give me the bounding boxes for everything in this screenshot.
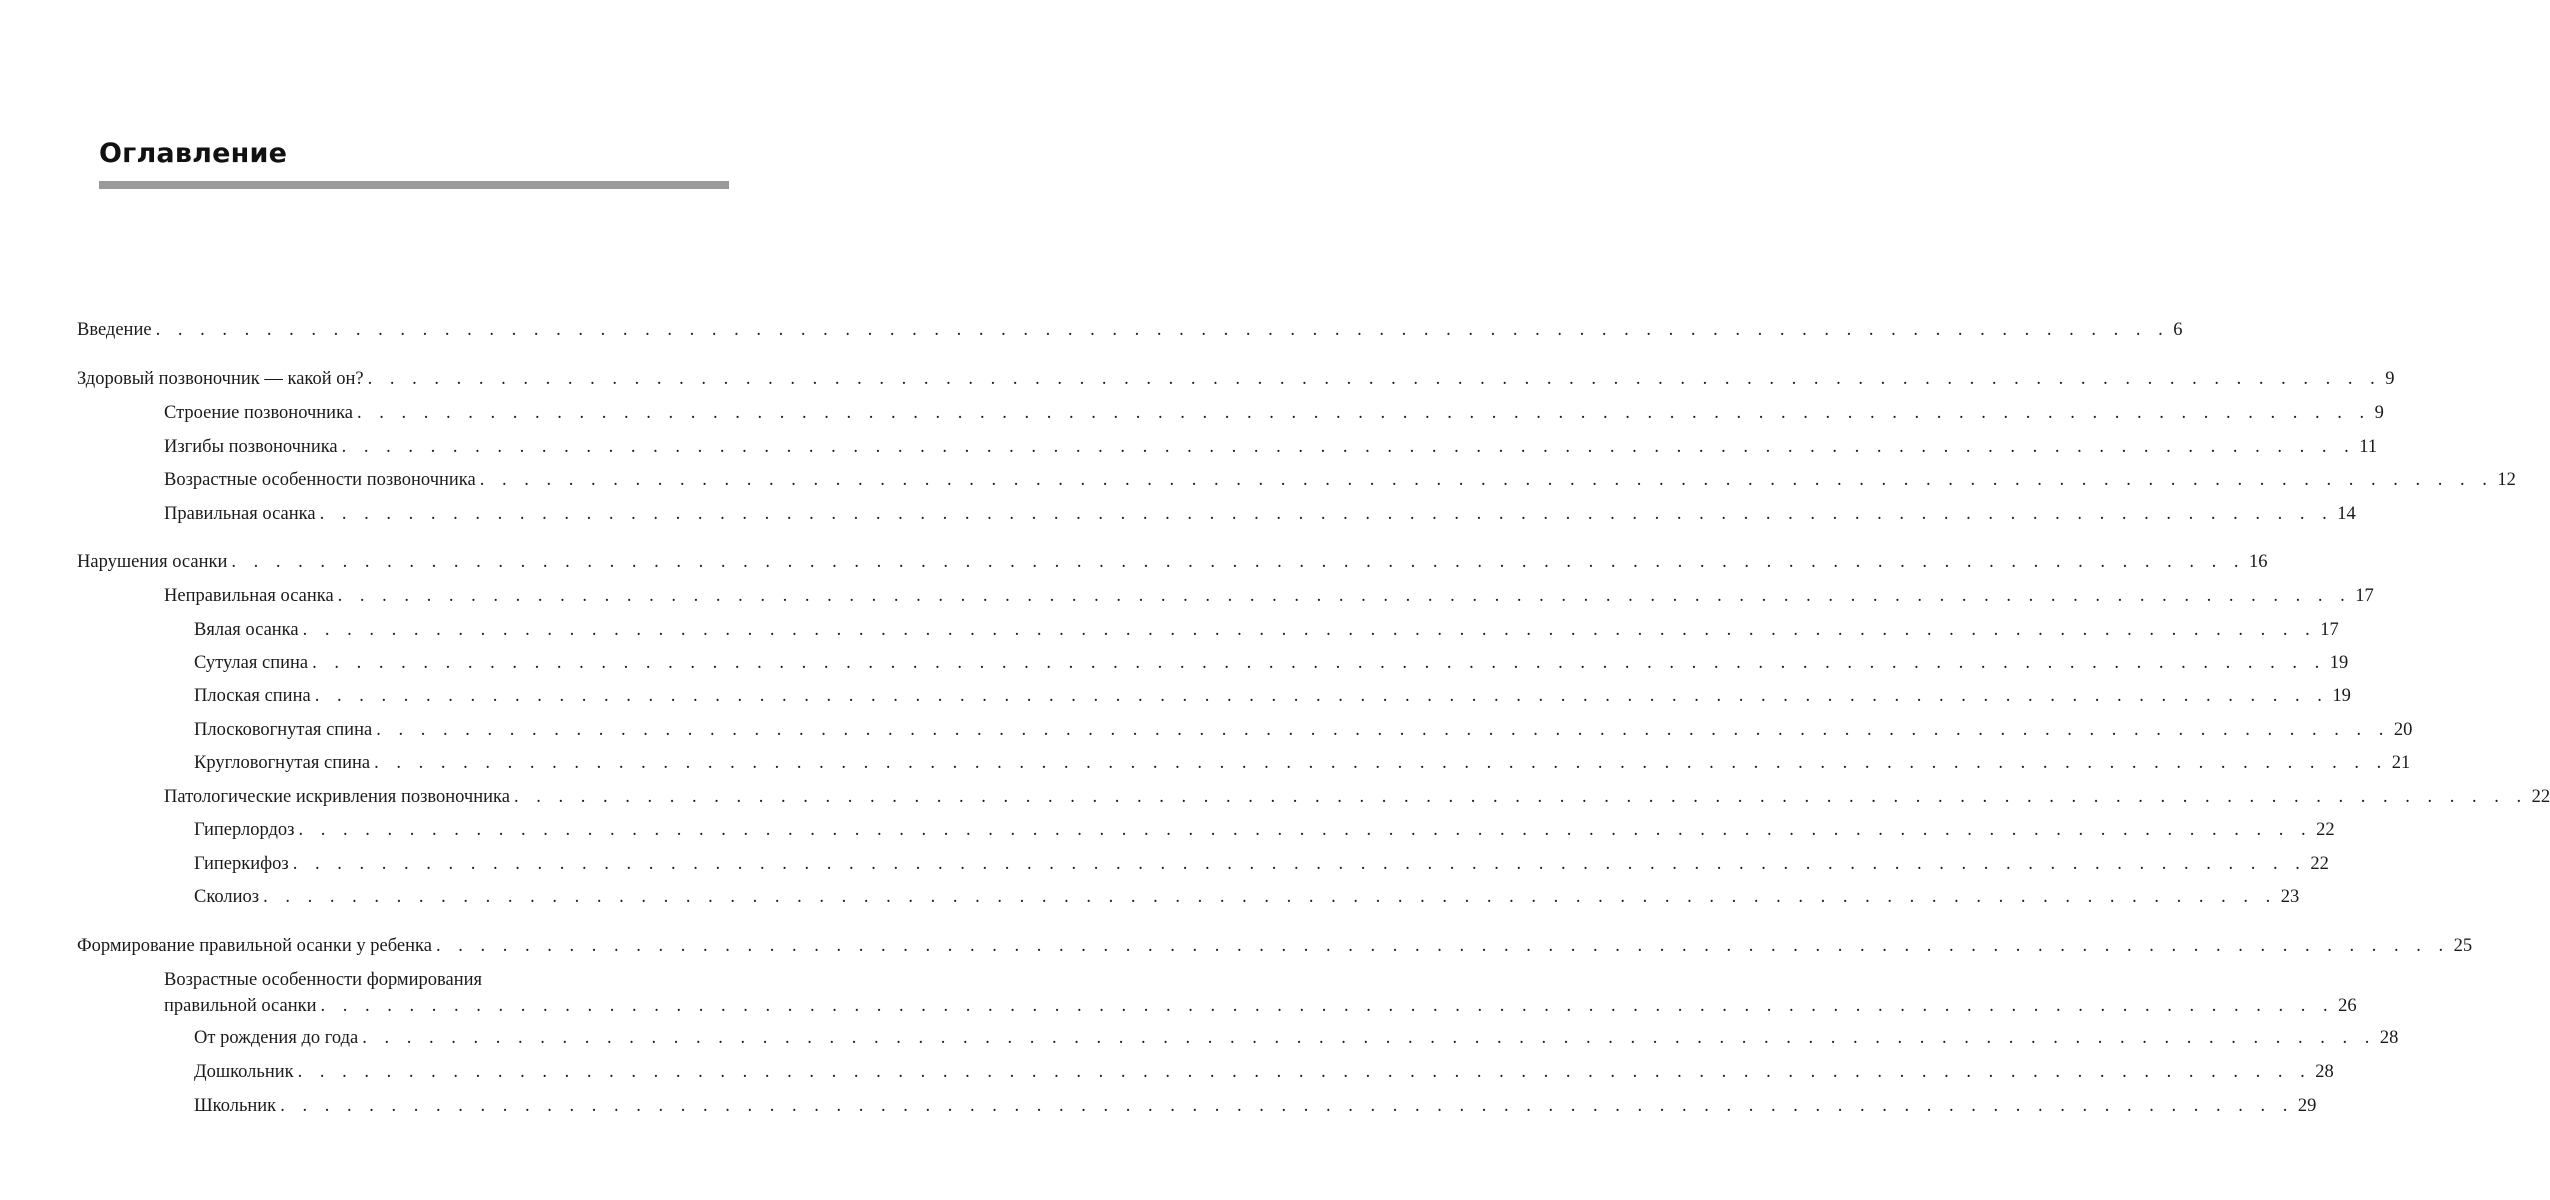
toc-entry-page: 20 — [2393, 720, 2413, 740]
toc-entry-label: Сутулая спина — [194, 653, 309, 673]
dot-leader: . . . . . . . . . . . . . . . . . . . . . . . . . . . . . . . . . . . . . . . . . . . . . . . . . . . . . . . . . . . . . . . . . . . . . . . . . . . . . . . . . . . . . . . . . . . — [155, 320, 2170, 340]
toc-entry-scoliosis[interactable] — [194, 885, 2300, 909]
toc-entry-label: Школьник — [194, 1096, 277, 1116]
toc-entry-page: 9 — [2385, 369, 2395, 389]
toc-entry-page: 6 — [2173, 320, 2183, 340]
dot-leader: . . . . . . . . . . . . . . . . . . . . . . . . . . . . . . . . . . . . . . . . . . . . . . . . . . . . . . . . . . . . . . . . . . . . . . . . . . . . . . . . . . . . . . . . . . . — [435, 936, 2450, 956]
toc-entry-label: Возрастные особенности позвоночника — [164, 470, 476, 490]
toc-entry-round-concave-back[interactable] — [194, 751, 2411, 775]
toc-entry-label: Здоровый позвоночник — какой он? — [77, 369, 364, 389]
toc-entry-posture-disorders[interactable] — [77, 550, 2268, 574]
toc-entry-page: 22 — [2316, 820, 2335, 840]
toc-entry-page: 26 — [2338, 996, 2357, 1016]
toc-entry-hyperlordosis[interactable] — [194, 818, 2335, 842]
title-divider — [99, 181, 729, 189]
toc-entry-page: 14 — [2337, 504, 2356, 524]
dot-leader: . . . . . . . . . . . . . . . . . . . . . . . . . . . . . . . . . . . . . . . . . . . . . . . . . . . . . . . . . . . . . . . . . . . . . . . . . . . . . . . . . . . . . . . . . . . — [513, 787, 2528, 807]
toc-entry-healthy-spine[interactable] — [77, 367, 2395, 391]
toc-entry-label: Правильная осанка — [164, 504, 316, 524]
dot-leader: . . . . . . . . . . . . . . . . . . . . . . . . . . . . . . . . . . . . . . . . . . . . . . . . . . . . . . . . . . . . . . . . . . . . . . . . . . . . . . . . . . . . . . . . . . . — [376, 720, 2390, 740]
toc-entry-label: Патологические искривления позвоночника — [164, 787, 510, 807]
toc-entry-birth-to-year[interactable] — [194, 1026, 2399, 1050]
toc-entry-spine-curves[interactable] — [164, 435, 2378, 459]
toc-entry-page: 11 — [2359, 437, 2378, 457]
toc-entry-label: Плоская спина — [194, 686, 311, 706]
toc-entry-label: Изгибы позвоночника — [164, 437, 338, 457]
toc-entry-label-line1: Возрастные особенности формирования — [164, 970, 483, 990]
toc-entry-forming-posture[interactable] — [77, 934, 2473, 958]
toc-entry-page: 21 — [2391, 753, 2411, 773]
toc-entry-page: 16 — [2249, 552, 2268, 572]
toc-entry-label: Дошкольник — [194, 1062, 294, 1082]
toc-entry-label: Сколиоз — [194, 887, 260, 907]
toc-entry-page: 19 — [2332, 686, 2351, 706]
toc-entry-label: От рождения до года — [194, 1028, 359, 1048]
toc-entry-page: 28 — [2315, 1062, 2334, 1082]
toc-entry-page: 12 — [2497, 470, 2516, 490]
toc-entry-label: Нарушения осанки — [77, 552, 228, 572]
toc-entry-label: Плосковогнутая спина — [194, 720, 373, 740]
toc-entry-correct-posture[interactable] — [164, 502, 2356, 526]
toc-entry-age-formation-features[interactable] — [164, 968, 2357, 1018]
toc-entry-stooped-back[interactable] — [194, 651, 2349, 675]
dot-leader: . . . . . . . . . . . . . . . . . . . . . . . . . . . . . . . . . . . . . . . . . . . . . . . . . . . . . . . . . . . . . . . . . . . . . . . . . . . . . . . . . . . . . . . . . . . — [320, 996, 2335, 1016]
dot-leader: . . . . . . . . . . . . . . . . . . . . . . . . . . . . . . . . . . . . . . . . . . . . . . . . . . . . . . . . . . . . . . . . . . . . . . . . . . . . . . . . . . . . . . . . . . . — [357, 403, 2371, 423]
toc-entry-label: Неправильная осанка — [164, 586, 334, 606]
toc-entry-page: 9 — [2374, 403, 2384, 423]
dot-leader: . . . . . . . . . . . . . . . . . . . . . . . . . . . . . . . . . . . . . . . . . . . . . . . . . . . . . . . . . . . . . . . . . . . . . . . . . . . . . . . . . . . . . . . . . . . — [298, 820, 2313, 840]
toc-entry-label: Введение — [77, 320, 152, 340]
toc-entry-label: Вялая осанка — [194, 620, 299, 640]
dot-leader: . . . . . . . . . . . . . . . . . . . . . . . . . . . . . . . . . . . . . . . . . . . . . . . . . . . . . . . . . . . . . . . . . . . . . . . . . . . . . . . . . . . . . . . . . . . — [297, 1062, 2312, 1082]
toc-entry-page: 22 — [2531, 787, 2550, 807]
dot-leader: . . . . . . . . . . . . . . . . . . . . . . . . . . . . . . . . . . . . . . . . . . . . . . . . . . . . . . . . . . . . . . . . . . . . . . . . . . . . . . . . . . . . . . . . . . . — [362, 1028, 2376, 1048]
dot-leader: . . . . . . . . . . . . . . . . . . . . . . . . . . . . . . . . . . . . . . . . . . . . . . . . . . . . . . . . . . . . . . . . . . . . . . . . . . . . . . . . . . . . . . . . . . . — [374, 753, 2388, 773]
dot-leader: . . . . . . . . . . . . . . . . . . . . . . . . . . . . . . . . . . . . . . . . . . . . . . . . . . . . . . . . . . . . . . . . . . . . . . . . . . . . . . . . . . . . . . . . . . . — [280, 1096, 2294, 1116]
toc-entry-page: 22 — [2310, 854, 2329, 874]
dot-leader: . . . . . . . . . . . . . . . . . . . . . . . . . . . . . . . . . . . . . . . . . . . . . . . . . . . . . . . . . . . . . . . . . . . . . . . . . . . . . . . . . . . . . . . . . . . — [341, 437, 2356, 457]
toc-entry-page: 19 — [2329, 653, 2349, 673]
toc-entry-label: Гиперлордоз — [194, 820, 295, 840]
toc-entry-introduction[interactable] — [77, 318, 2183, 342]
toc-entry-flat-concave-back[interactable] — [194, 718, 2413, 742]
dot-leader: . . . . . . . . . . . . . . . . . . . . . . . . . . . . . . . . . . . . . . . . . . . . . . . . . . . . . . . . . . . . . . . . . . . . . . . . . . . . . . . . . . . . . . . . . . . — [367, 369, 2382, 389]
toc-entry-pathological-curvatures[interactable] — [164, 785, 2550, 809]
dot-leader: . . . . . . . . . . . . . . . . . . . . . . . . . . . . . . . . . . . . . . . . . . . . . . . . . . . . . . . . . . . . . . . . . . . . . . . . . . . . . . . . . . . . . . . . . . . — [231, 552, 2245, 572]
toc-entry-label: Гиперкифоз — [194, 854, 289, 874]
dot-leader: . . . . . . . . . . . . . . . . . . . . . . . . . . . . . . . . . . . . . . . . . . . . . . . . . . . . . . . . . . . . . . . . . . . . . . . . . . . . . . . . . . . . . . . . . . . — [263, 887, 2277, 907]
page-title: Оглавление — [99, 138, 288, 169]
dot-leader: . . . . . . . . . . . . . . . . . . . . . . . . . . . . . . . . . . . . . . . . . . . . . . . . . . . . . . . . . . . . . . . . . . . . . . . . . . . . . . . . . . . . . . . . . . . — [314, 686, 2329, 706]
dot-leader: . . . . . . . . . . . . . . . . . . . . . . . . . . . . . . . . . . . . . . . . . . . . . . . . . . . . . . . . . . . . . . . . . . . . . . . . . . . . . . . . . . . . . . . . . . . — [479, 470, 2494, 490]
toc-entry-incorrect-posture[interactable] — [164, 584, 2374, 608]
toc-entry-page: 17 — [2355, 586, 2374, 606]
toc-entry-page: 28 — [2379, 1028, 2399, 1048]
toc-entry-page: 23 — [2280, 887, 2300, 907]
toc-entry-page: 25 — [2453, 936, 2473, 956]
toc-entry-label-line2: правильной осанки — [164, 996, 317, 1016]
dot-leader: . . . . . . . . . . . . . . . . . . . . . . . . . . . . . . . . . . . . . . . . . . . . . . . . . . . . . . . . . . . . . . . . . . . . . . . . . . . . . . . . . . . . . . . . . . . — [292, 854, 2307, 874]
toc-entry-spine-structure[interactable] — [164, 401, 2384, 425]
dot-leader: . . . . . . . . . . . . . . . . . . . . . . . . . . . . . . . . . . . . . . . . . . . . . . . . . . . . . . . . . . . . . . . . . . . . . . . . . . . . . . . . . . . . . . . . . . . — [319, 504, 2334, 524]
toc-entry-preschooler[interactable] — [194, 1060, 2334, 1084]
dot-leader: . . . . . . . . . . . . . . . . . . . . . . . . . . . . . . . . . . . . . . . . . . . . . . . . . . . . . . . . . . . . . . . . . . . . . . . . . . . . . . . . . . . . . . . . . . . — [312, 653, 2326, 673]
toc-entry-hyperkyphosis[interactable] — [194, 852, 2329, 876]
toc-entry-label: Кругловогнутая спина — [194, 753, 371, 773]
toc-entry-age-features[interactable] — [164, 468, 2516, 492]
dot-leader: . . . . . . . . . . . . . . . . . . . . . . . . . . . . . . . . . . . . . . . . . . . . . . . . . . . . . . . . . . . . . . . . . . . . . . . . . . . . . . . . . . . . . . . . . . . — [302, 620, 2317, 640]
toc-entry-label: Формирование правильной осанки у ребенка — [77, 936, 432, 956]
toc-entry-sluggish-posture[interactable] — [194, 618, 2339, 642]
toc-entry-schoolchild[interactable] — [194, 1094, 2317, 1118]
toc-entry-page: 29 — [2297, 1096, 2317, 1116]
toc-entry-page: 17 — [2320, 620, 2339, 640]
toc-entry-label: Строение позвоночника — [164, 403, 353, 423]
toc-entry-flat-back[interactable] — [194, 684, 2351, 708]
dot-leader: . . . . . . . . . . . . . . . . . . . . . . . . . . . . . . . . . . . . . . . . . . . . . . . . . . . . . . . . . . . . . . . . . . . . . . . . . . . . . . . . . . . . . . . . . . . — [337, 586, 2352, 606]
